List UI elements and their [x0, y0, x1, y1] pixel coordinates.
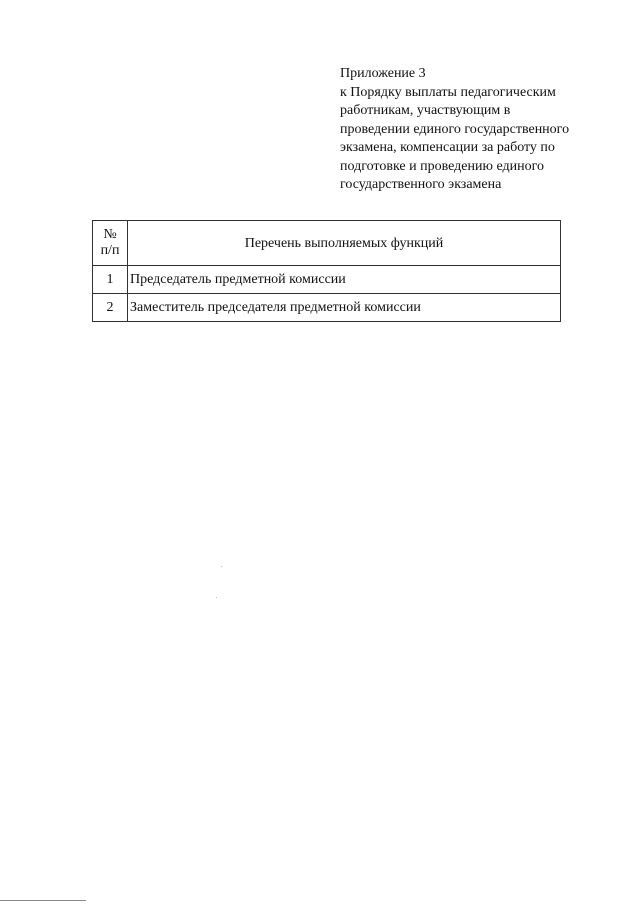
- scan-speck: [216, 597, 217, 598]
- footnote-rule: [0, 900, 86, 901]
- table-row: [93, 266, 561, 294]
- appendix-line: экзамена, компенсации за работу по: [340, 140, 555, 155]
- number-column-header: [93, 221, 128, 266]
- table-header-row: [93, 221, 561, 266]
- row-function: Председатель предметной комиссии: [128, 266, 561, 294]
- row-number: 1: [93, 266, 128, 294]
- appendix-line: Приложение 3: [340, 66, 426, 81]
- functions-table: [92, 220, 561, 322]
- appendix-line: подготовке и проведению единого: [340, 158, 544, 174]
- appendix-line: работникам, участвующим в: [340, 103, 511, 118]
- number-sign: №: [103, 227, 117, 242]
- number-abbrev: п/п: [100, 243, 120, 258]
- appendix-heading: [340, 65, 610, 195]
- row-function: Заместитель председателя предметной комиссии: [128, 294, 561, 322]
- appendix-line: к Порядку выплаты педагогическим: [340, 84, 556, 100]
- functions-column-header: Перечень выполняемых функций: [128, 221, 561, 266]
- table-row: [93, 294, 561, 322]
- appendix-line: проведении единого государственного: [340, 121, 570, 137]
- row-number: 2: [93, 294, 128, 322]
- appendix-line: государственного экзамена: [340, 177, 502, 192]
- scan-speck: [221, 566, 222, 567]
